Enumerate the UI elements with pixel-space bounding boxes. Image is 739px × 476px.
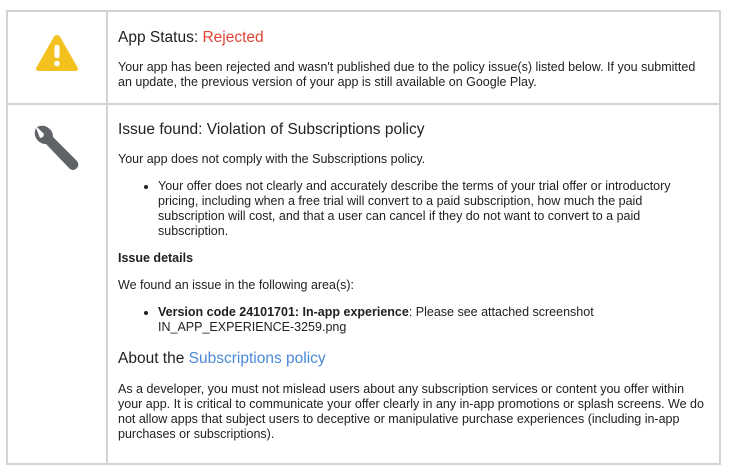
issue-heading: Issue found: Violation of Subscriptions policy [118, 121, 425, 138]
status-description: Your app has been rejected and wasn't published due to the policy issue(s) listed below. If you submitted an update, the previous version of your app is still available on Google Play. [118, 60, 696, 89]
about-text: As a developer, you must not mislead users about any subscription services or content you offer within your app. It is critical to communicate your offer clearly in any in-app promotions or splash screens. We do not allow apps that subject users to deceptive or manipulative purchase experiences (including in-app purchases or subscriptions). [118, 382, 704, 441]
issue-bullet: • Your offer does not clearly and accurately describe the terms of your trial offer or introductory pricing, including when a free trial will convert to a paid subscription, how much the paid subscription will cost, and that a user can cancel if they do not want to convert to a paid subscription. [158, 179, 705, 239]
app-status-label: App Status: [118, 29, 203, 46]
status-badge: Rejected [202, 29, 264, 46]
issue-area-text: : Please see attached screenshot IN_APP_EXPERIENCE-3259.png [158, 305, 594, 334]
issue-details-title: Issue details [118, 251, 194, 265]
areas-intro: We found an issue in the following area(s): [118, 278, 355, 292]
warning-icon [35, 33, 79, 103]
issue-area-label: Version code 24101701: In-app experience [158, 305, 409, 319]
issue-row [8, 103, 719, 463]
status-icon-cell [8, 12, 108, 103]
status-content [108, 12, 719, 103]
about-prefix: About the [118, 350, 189, 367]
issue-icon-cell [8, 105, 108, 463]
app-status-heading [118, 28, 705, 48]
issue-bullets [118, 179, 705, 239]
status-row [8, 12, 719, 103]
issue-areas [118, 305, 705, 335]
policy-notice [6, 10, 721, 465]
wrench-icon [33, 124, 81, 463]
about-heading [118, 349, 705, 369]
issue-intro: Your app does not comply with the Subscriptions policy. [118, 152, 426, 166]
issue-content [108, 105, 719, 463]
subscriptions-policy-link[interactable]: Subscriptions policy [188, 350, 326, 367]
issue-area-item [158, 305, 705, 335]
